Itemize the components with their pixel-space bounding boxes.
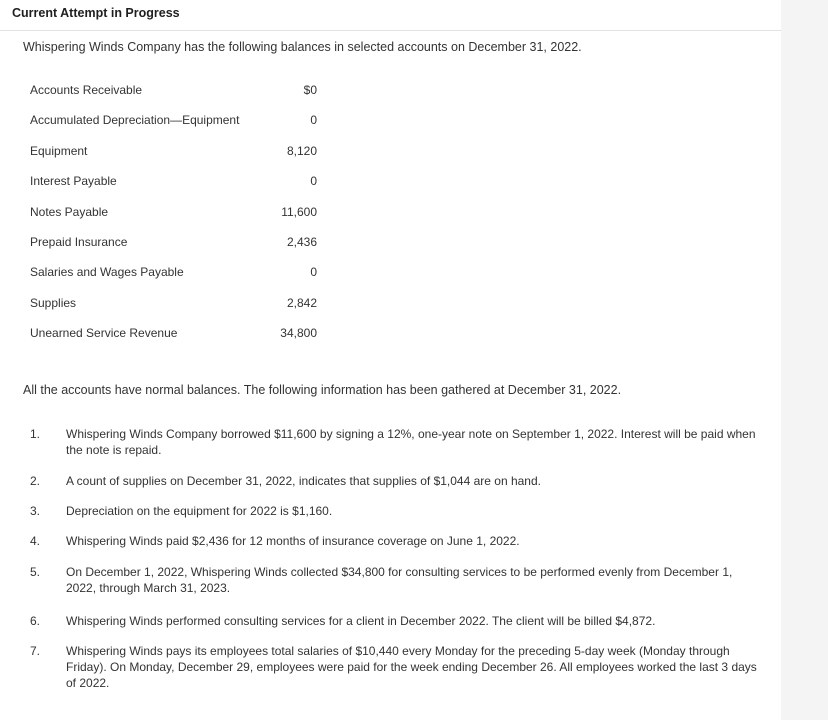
item-text: Whispering Winds paid $2,436 for 12 months of insurance coverage on June 1, 2022.: [66, 534, 520, 548]
balance-row: [30, 80, 330, 110]
account-balance: 2,436: [286, 234, 317, 249]
account-balance: 34,800: [280, 326, 317, 341]
account-name: Accumulated Depreciation—Equipment: [30, 113, 240, 128]
balance-row: [30, 110, 330, 140]
attempt-header: [0, 0, 781, 31]
intro-text: Whispering Winds Company has the following balances in selected accounts on December 31, 2022.: [23, 40, 582, 54]
account-name: Supplies: [30, 295, 77, 310]
account-name: Equipment: [30, 143, 88, 158]
account-balance: 2,842: [286, 295, 317, 310]
balances-table: [30, 80, 330, 354]
item-number: 1.: [30, 427, 41, 441]
account-name: Salaries and Wages Payable: [30, 265, 184, 280]
item-text: Depreciation on the equipment for 2022 is $1,160.: [66, 504, 333, 518]
account-balance: 0: [310, 113, 317, 128]
item-number: 5.: [30, 565, 41, 579]
balance-row: [30, 262, 330, 292]
account-balance: 0: [310, 265, 317, 280]
account-balance: $0: [303, 83, 317, 97]
account-name: Prepaid Insurance: [30, 234, 128, 249]
balance-row: [30, 141, 330, 171]
account-name: Accounts Receivable: [30, 83, 143, 97]
item-number: 2.: [30, 474, 41, 488]
balance-row: [30, 323, 330, 353]
balance-row: [30, 232, 330, 262]
attempt-status-title: Current Attempt in Progress: [12, 6, 180, 20]
item-text: Whispering Winds pays its employees total salaries of $10,440 every Monday for the preceding 5-day week (Monday through Friday). On Monday, December 29, employees were paid for the week ending December 26. All employees worked the last 3 days of 2022.: [66, 644, 757, 690]
right-scroll-gutter: [781, 0, 828, 720]
balance-row: [30, 171, 330, 201]
account-name: Notes Payable: [30, 204, 109, 219]
account-name: Unearned Service Revenue: [30, 326, 178, 341]
item-text: Whispering Winds performed consulting services for a client in December 2022. The client will be billed $4,872.: [66, 614, 656, 628]
item-text: Whispering Winds Company borrowed $11,600 by signing a 12%, one-year note on September 1, 2022. Interest will be paid when the note is repaid.: [66, 427, 756, 457]
item-number: 4.: [30, 534, 41, 548]
item-number: 7.: [30, 644, 41, 658]
account-balance: 8,120: [286, 143, 317, 158]
balance-row: [30, 202, 330, 232]
item-number: 3.: [30, 504, 41, 518]
balance-row: [30, 293, 330, 323]
account-balance: 11,600: [281, 204, 317, 219]
item-text: On December 1, 2022, Whispering Winds collected $34,800 for consulting services to be performed evenly from December 1, 2022, through March 31, 2023.: [66, 565, 733, 595]
info-intro-text: All the accounts have normal balances. The following information has been gathered at December 31, 2022.: [23, 383, 622, 397]
item-number: 6.: [30, 614, 41, 628]
account-balance: 0: [310, 174, 317, 189]
account-name: Interest Payable: [30, 174, 117, 189]
item-text: A count of supplies on December 31, 2022, indicates that supplies of $1,044 are on hand.: [66, 474, 541, 488]
